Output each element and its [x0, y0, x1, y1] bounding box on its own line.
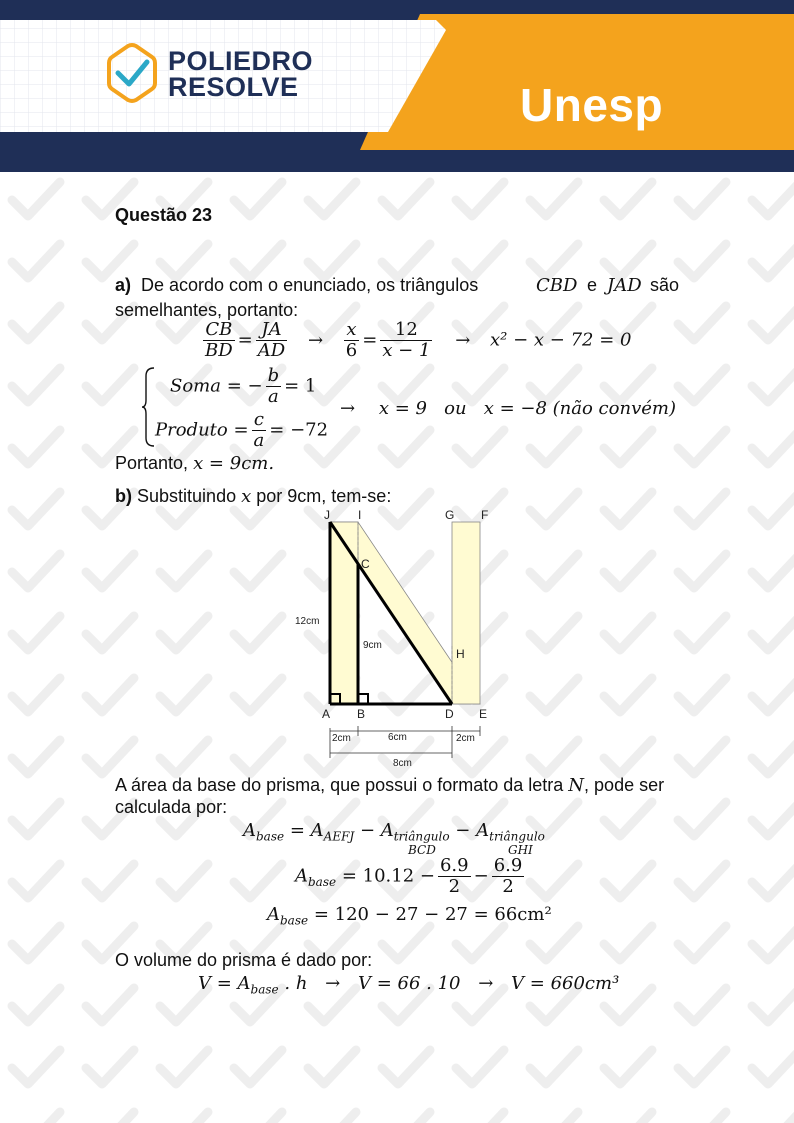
- part-a-intro-line2: semelhantes, portanto:: [115, 300, 299, 320]
- sum-result: = 1: [284, 375, 317, 397]
- frac-x-minus-1: x − 1: [382, 340, 431, 361]
- arrow: →: [307, 329, 324, 351]
- frac-2: 2: [448, 876, 461, 897]
- triangle-jad: JAD: [607, 275, 642, 296]
- conclusion-prefix: Portanto,: [115, 453, 189, 473]
- part-a-label: a): [115, 275, 132, 295]
- arrow: →: [340, 398, 356, 419]
- a-symbol: A: [380, 820, 394, 841]
- area-formula-result: [267, 904, 552, 928]
- label-h: H: [456, 647, 465, 661]
- quadratic-equation: x² − x − 72 = 0: [490, 329, 632, 351]
- volume-eq-1b: . h: [284, 973, 308, 994]
- frac-2: 2: [502, 876, 514, 897]
- dim-2cm-left: 2cm: [332, 733, 351, 744]
- dim-8cm: 8cm: [393, 758, 412, 769]
- eq-sign: =: [362, 329, 378, 351]
- arrow: →: [325, 973, 341, 994]
- conclusion-value: x = 9cm.: [193, 453, 275, 474]
- under-ghi: GHI: [508, 843, 533, 857]
- minus-sign: −: [359, 820, 376, 841]
- part-b-text: Substituindo: [137, 486, 237, 506]
- frac-12: 12: [380, 320, 432, 341]
- sub-triangulo: triângulo: [393, 829, 450, 844]
- a-symbol: A: [295, 865, 308, 887]
- frac-6-9: 6.9: [439, 855, 469, 876]
- area-intro-line1: [115, 775, 664, 796]
- label-f: F: [481, 508, 489, 522]
- label-a: A: [322, 707, 331, 721]
- frac-6: 6: [345, 340, 358, 361]
- frac-b: b: [267, 365, 280, 386]
- dim-6cm: 6cm: [388, 732, 407, 743]
- formula-mid: = 10.12 −: [341, 865, 435, 887]
- sum-label: Soma = −: [170, 375, 263, 397]
- frac-cb: CB: [203, 320, 235, 341]
- dim-9cm: 9cm: [363, 640, 382, 651]
- similarity-ratio: [200, 320, 631, 361]
- arrow: →: [455, 329, 471, 351]
- conj-e: e: [587, 275, 598, 295]
- frac-bd: BD: [205, 340, 233, 361]
- a-symbol: A: [267, 904, 280, 925]
- area-text: A área da base do prisma, que possui o formato da letra: [115, 775, 564, 795]
- frac-ja: JA: [256, 320, 287, 341]
- label-b: B: [357, 707, 366, 721]
- volume-intro: O volume do prisma é dado por:: [115, 950, 373, 970]
- logo-line-2: RESOLVE: [168, 72, 299, 102]
- sub-triangulo: triângulo: [489, 829, 545, 844]
- product-result: = −72: [269, 419, 329, 441]
- sub-aefj: AEFJ: [323, 829, 355, 844]
- triangle-cbd: CBD: [536, 275, 578, 296]
- volume-formula: [198, 973, 619, 997]
- system-product: [155, 410, 328, 451]
- label-e: E: [479, 707, 488, 721]
- sub-base: base: [280, 913, 309, 928]
- right-bar: [452, 522, 480, 704]
- word-sao: são: [650, 275, 680, 295]
- product-label: Produto =: [155, 419, 249, 441]
- sub-base: base: [250, 982, 279, 997]
- question-title: Questão 23: [115, 205, 213, 225]
- frac-c: c: [252, 410, 267, 431]
- volume-eq-1: V = A: [198, 973, 251, 994]
- area-result: = 120 − 27 − 27 = 66cm²: [313, 904, 552, 925]
- volume-eq-3: V = 660cm³: [511, 973, 620, 994]
- var-n: N: [568, 775, 585, 796]
- left-bar: [330, 522, 358, 704]
- sub-base: base: [308, 875, 337, 890]
- eq-sign: =: [289, 820, 305, 841]
- frac-a: a: [267, 386, 279, 407]
- eq-sign: =: [237, 329, 253, 351]
- part-a-intro-line1: [115, 275, 681, 296]
- logo-line-1: POLIEDRO: [168, 46, 314, 76]
- a-symbol: A: [476, 820, 490, 841]
- part-b-text: por 9cm, tem-se:: [256, 486, 392, 506]
- under-bcd: BCD: [408, 843, 436, 857]
- roots: x = 9 ou x = −8 (não convém): [378, 398, 676, 419]
- label-j: J: [324, 508, 330, 522]
- area-text: , pode ser: [584, 775, 665, 795]
- label-d: D: [445, 707, 454, 721]
- frac-6-9: 6.9: [493, 855, 523, 876]
- arrow: →: [478, 973, 494, 994]
- exam-name: Unesp: [520, 79, 664, 131]
- part-b-intro: [115, 486, 391, 507]
- part-b-label: b): [115, 486, 132, 506]
- conclusion-line: [115, 453, 274, 474]
- part-a-intro-text: De acordo com o enunciado, os triângulos: [141, 275, 479, 295]
- volume-eq-2: V = 66 . 10: [357, 973, 461, 994]
- label-c: C: [361, 557, 370, 571]
- a-symbol: A: [243, 820, 256, 841]
- label-i: I: [358, 508, 362, 522]
- dim-2cm-right: 2cm: [456, 733, 475, 744]
- minus-sign: −: [473, 865, 489, 887]
- a-symbol: A: [310, 820, 324, 841]
- area-intro-line2: calculada por:: [115, 797, 228, 817]
- frac-x: x: [344, 320, 359, 341]
- area-formula-general: [243, 820, 545, 844]
- system-sum: [170, 366, 316, 407]
- system-brace: [142, 366, 156, 448]
- minus-sign: −: [455, 820, 471, 841]
- frac-a: a: [253, 430, 265, 451]
- frac-ad: AD: [257, 340, 286, 361]
- sub-base: base: [256, 829, 285, 844]
- var-x: x: [241, 486, 252, 507]
- n-prism-base-figure: [290, 506, 510, 771]
- system-result: [340, 398, 676, 419]
- label-g: G: [445, 508, 455, 522]
- dim-12cm: 12cm: [295, 616, 320, 627]
- area-formula-numeric: [295, 856, 527, 897]
